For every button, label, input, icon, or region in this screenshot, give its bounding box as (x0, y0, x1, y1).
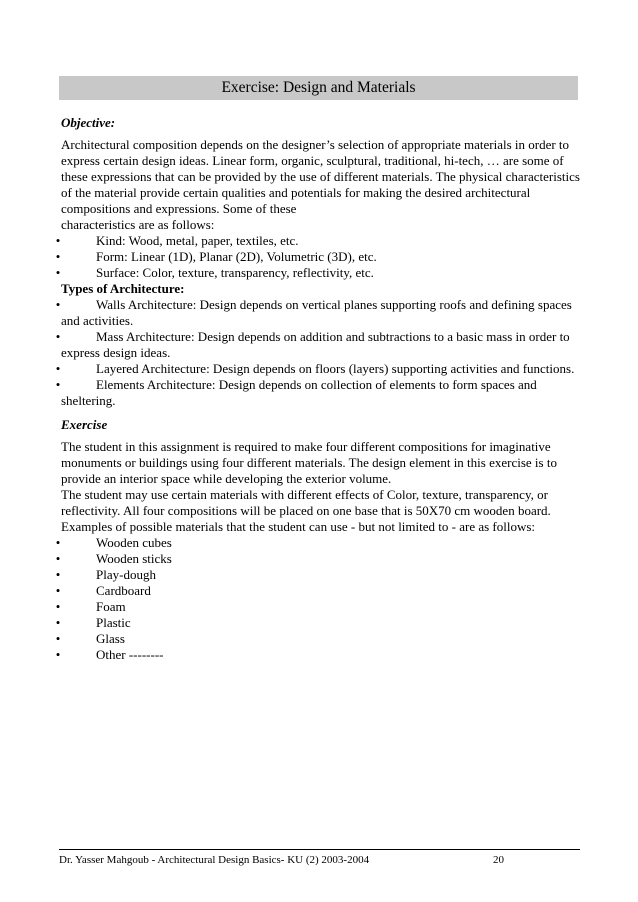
bullet-icon: • (55, 297, 61, 312)
list-item: • Form: Linear (1D), Planar (2D), Volumetric (3D), etc. (61, 249, 581, 265)
list-item: • Mass Architecture: Design depends on addition and subtractions to a basic mass in order to express design ideas. (61, 329, 581, 361)
bullet-icon: • (55, 377, 61, 392)
list-item: • Kind: Wood, metal, paper, textiles, etc. (61, 233, 581, 249)
objective-heading: Objective: (61, 115, 116, 130)
list-item: • Wooden cubes (61, 535, 581, 551)
exercise-paragraph: The student in this assignment is required to make four different compositions for imaginative monuments or buildings using four different materials. The design element in this exercise is to provide an interior space while developing the exterior volume. (61, 439, 557, 486)
list-item: • Plastic (61, 615, 581, 631)
bullet-icon: • (55, 599, 61, 614)
bullet-icon: • (55, 567, 61, 582)
bullet-icon: • (55, 551, 61, 566)
page-title-bar (59, 76, 578, 100)
page-footer (59, 849, 580, 867)
bullet-icon: • (55, 647, 61, 662)
types-heading: Types of Architecture: (61, 281, 185, 296)
list-item: • Layered Architecture: Design depends on floors (layers) supporting activities and functions. (61, 361, 581, 377)
materials-list (55, 535, 581, 663)
list-item: • Foam (61, 599, 581, 615)
list-item: • Cardboard (61, 583, 581, 599)
exercise-paragraph: The student may use certain materials with different effects of Color, texture, transparency, or reflectivity. All four compositions will be placed on one base that is 50X70 cm wooden board. (61, 487, 551, 518)
bullet-icon: • (55, 631, 61, 646)
list-item: • Other -------- (61, 647, 581, 663)
list-item: • Wooden sticks (61, 551, 581, 567)
bullet-icon: • (55, 265, 61, 280)
bullet-icon: • (55, 249, 61, 264)
list-item: • Surface: Color, texture, transparency, reflectivity, etc. (61, 265, 581, 281)
page-number: 20 (493, 854, 504, 866)
objective-paragraph: Architectural composition depends on the designer’s selection of appropriate materials in order to express certain design ideas. Linear form, organic, sculptural, traditional, hi-tech, … are some of these expressions that can be provided by the use of different materials. The physical characteristics of the material provide certain qualities and potentials for making the desired architectural compositions and expressions. Some of these (61, 137, 580, 216)
objective-lead: characteristics are as follows: (61, 217, 215, 232)
main-content (55, 115, 581, 663)
footer-text: Dr. Yasser Mahgoub - Architectural Design Basics- KU (2) 2003-2004 (59, 854, 370, 866)
bullet-icon: • (55, 233, 61, 248)
bullet-icon: • (55, 583, 61, 598)
exercise-paragraph: Examples of possible materials that the student can use - but not limited to - are as follows: (61, 519, 536, 534)
list-item: • Elements Architecture: Design depends on collection of elements to form spaces and sheltering. (61, 377, 581, 409)
bullet-icon: • (55, 329, 61, 344)
types-list (55, 297, 581, 409)
bullet-icon: • (55, 615, 61, 630)
characteristics-list (55, 233, 581, 281)
exercise-heading: Exercise (61, 417, 108, 432)
page-title: Exercise: Design and Materials (221, 79, 416, 96)
bullet-icon: • (55, 535, 61, 550)
bullet-icon: • (55, 361, 61, 376)
list-item: • Walls Architecture: Design depends on vertical planes supporting roofs and defining spaces and activities. (61, 297, 581, 329)
list-item: • Glass (61, 631, 581, 647)
list-item: • Play-dough (61, 567, 581, 583)
